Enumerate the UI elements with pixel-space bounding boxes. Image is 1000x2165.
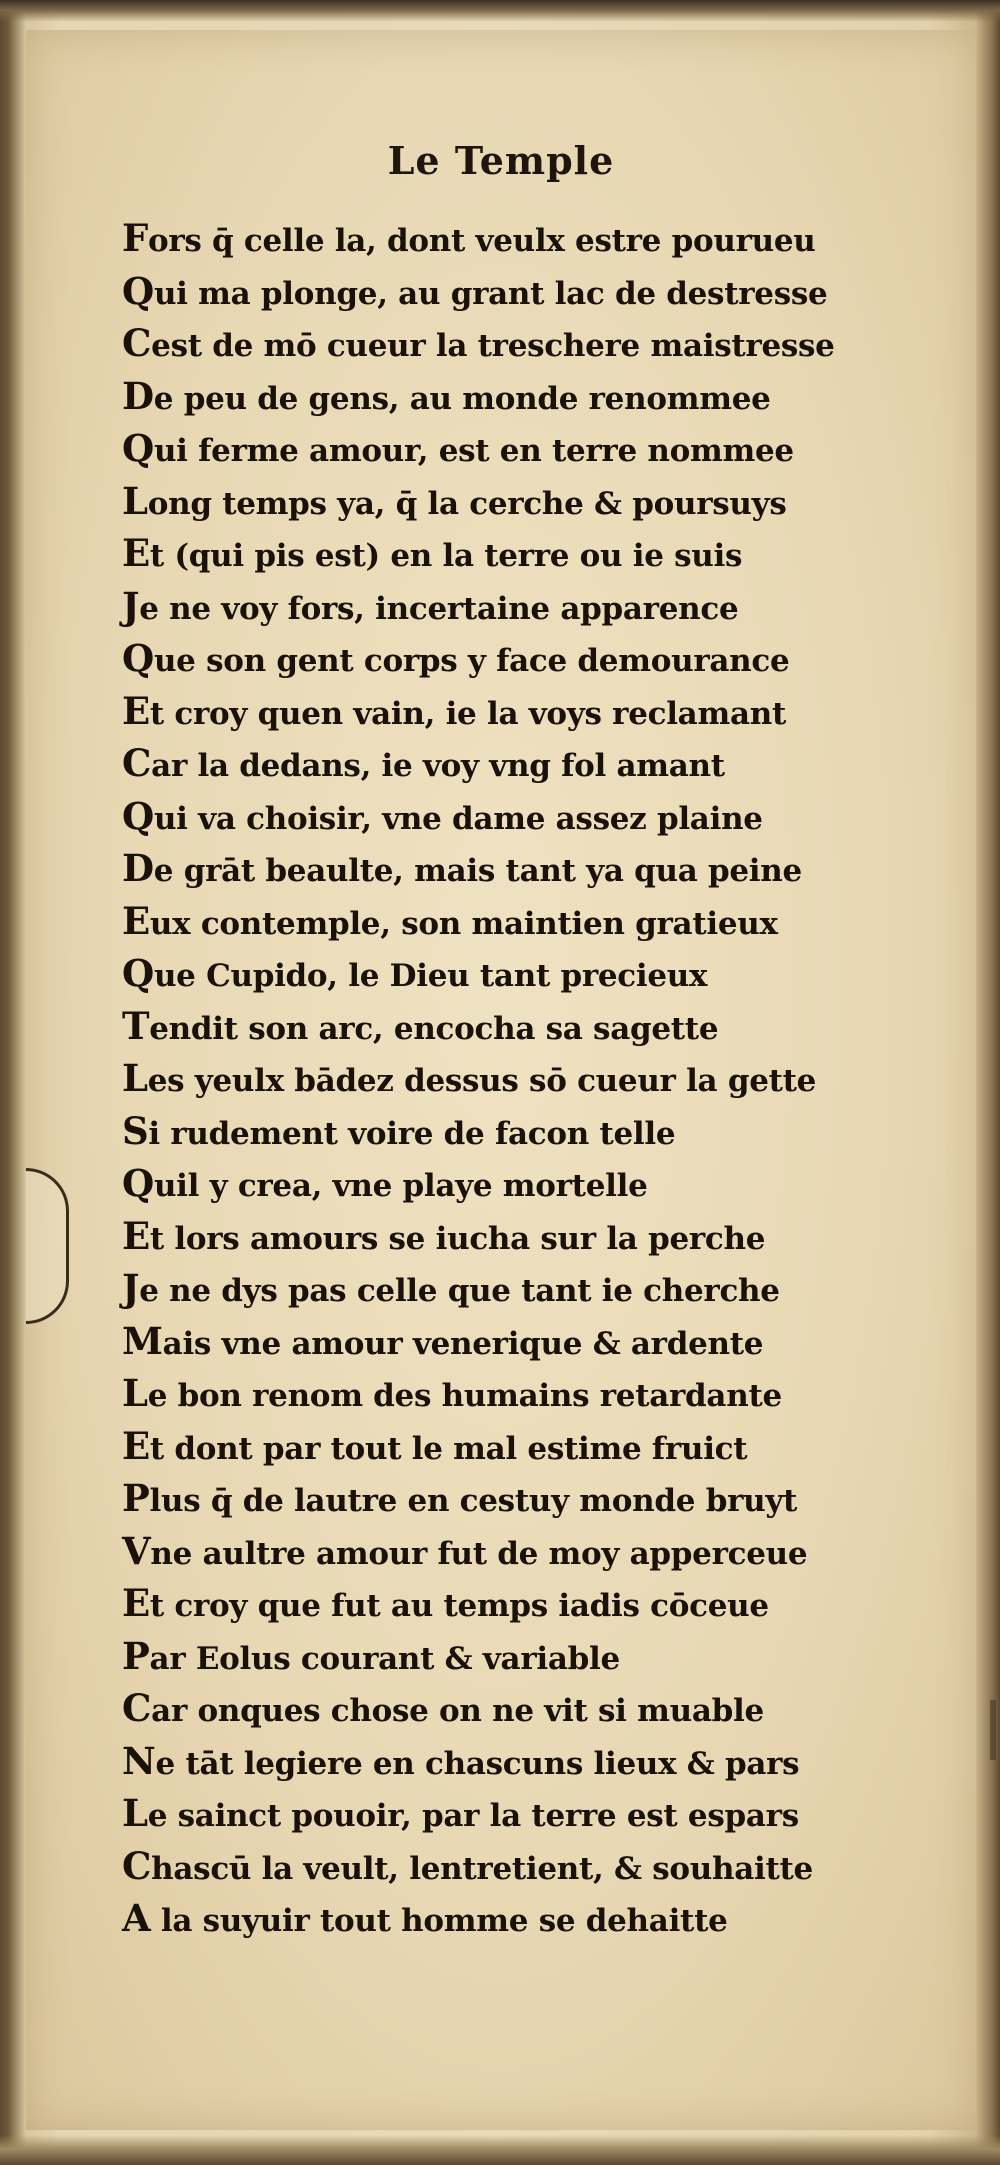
verse-line: Car onques chose on ne vit si muable [122,1686,764,1730]
verse-line: Chascū la veult, lentretient, & souhaitte [122,1843,813,1888]
verse-line: Ne tāt legiere en chascuns lieux & pars [122,1738,800,1783]
verse-block [122,212,962,1945]
verse-line: Et lors amours se iucha sur la perche [122,1213,766,1258]
verse-line: Que Cupido, le Dieu tant precieux [122,951,708,995]
verse-line: Fors q̄ celle la, dont veulx estre pourueu [122,216,816,260]
verse-line: Le bon renom des humains retardante [122,1371,782,1415]
verse-line: Cest de mō cueur la treschere maistresse [122,321,835,365]
verse-line: Long temps ya, q̄ la cerche & poursuys [122,478,787,523]
top-page-edge [0,0,1000,22]
verse-line: Mais vne amour venerique & ardente [122,1318,764,1363]
verse-line: A la suyuir tout homme se dehaitte [122,1896,728,1940]
verse-line: Quil y crea, vne playe mortelle [122,1161,648,1205]
verse-line: Et croy que fut au temps iadis cōceue [122,1581,769,1625]
verse-line: Qui ferme amour, est en terre nommee [122,426,794,470]
verse-line: Je ne voy fors, incertaine apparence [122,583,739,628]
binding-mark [990,1700,996,1760]
running-title: Le Temple [387,138,615,183]
verse-line: Qui va choisir, vne dame assez plaine [122,793,763,838]
page-tab-notch [26,1168,69,1324]
verse-line: Car la dedans, ie voy vng fol amant [122,741,725,785]
verse-line: Vne aultre amour fut de moy apperceue [122,1528,808,1573]
verse-line: Tendit son arc, encocha sa sagette [122,1003,719,1048]
verse-line: Les yeulx bādez dessus sō cueur la gette [122,1056,817,1100]
bottom-page-edge [0,2135,1000,2165]
verse-line: Si rudement voire de facon telle [122,1108,676,1153]
verse-line: De peu de gens, au monde renommee [122,373,771,418]
printed-page [26,30,976,2130]
verse-line: Et croy quen vain, ie la voys reclamant [122,688,787,733]
verse-line: De grāt beaulte, mais tant ya qua peine [122,846,802,890]
verse-line: Et dont par tout le mal estime fruict [122,1423,748,1468]
verse-line: Et (qui pis est) en la terre ou ie suis [122,531,743,575]
verse-line: Que son gent corps y face demourance [122,636,790,680]
verse-line: Le sainct pouoir, par la terre est espars [122,1791,799,1835]
verse-line: Par Eolus courant & variable [122,1633,620,1678]
verse-line: Plus q̄ de lautre en cestuy monde bruyt [122,1476,798,1520]
verse-line: Je ne dys pas celle que tant ie cherche [122,1266,780,1310]
verse-line: Qui ma plonge, au grant lac de destresse [122,268,828,313]
verse-line: Eux contemple, son maintien gratieux [122,898,778,943]
